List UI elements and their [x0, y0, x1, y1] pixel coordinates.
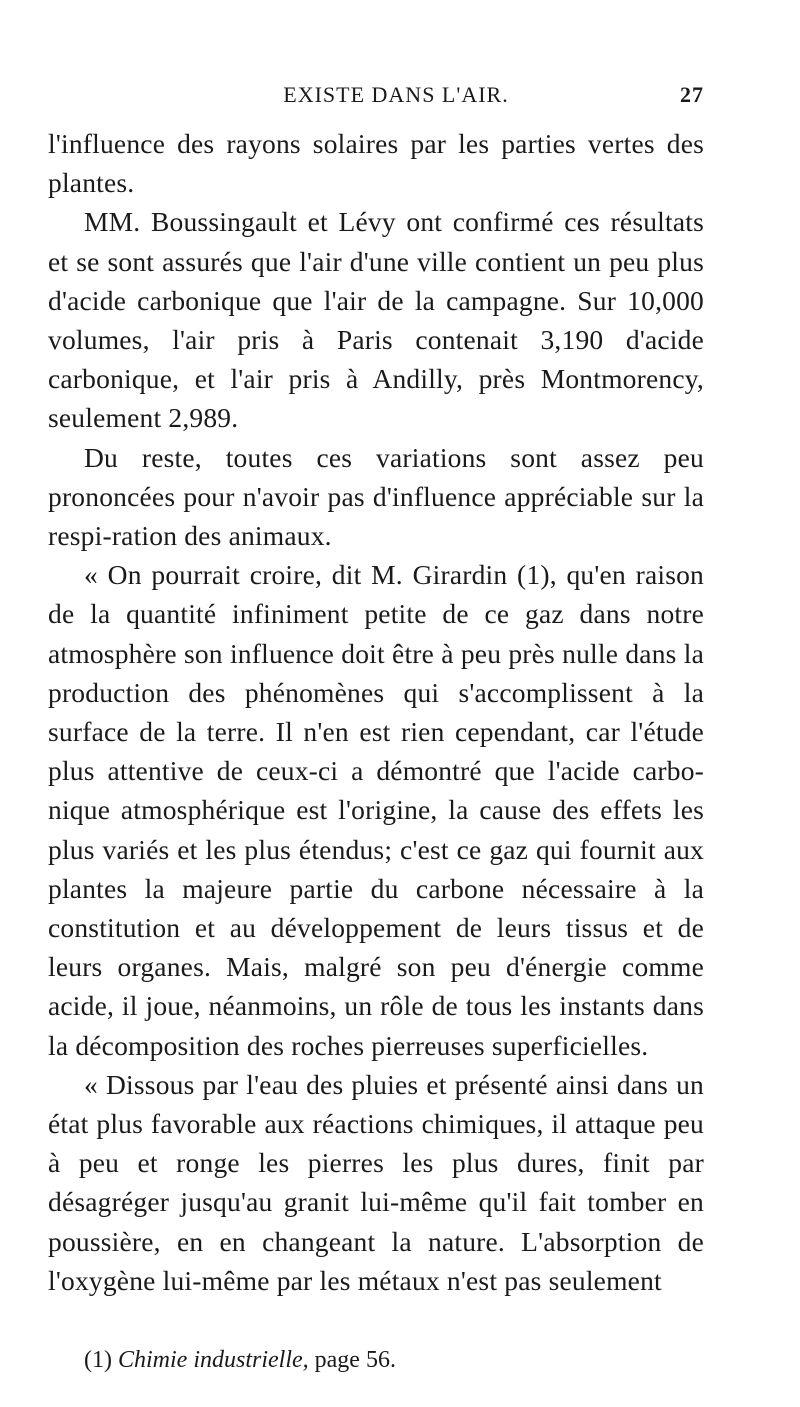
running-head: [48, 82, 704, 118]
footnote-marker: (1): [84, 1347, 112, 1373]
running-title: EXISTE DANS L'AIR.: [283, 82, 509, 107]
paragraph: MM. Boussingault et Lévy ont confirmé ces résultats et se sont assurés que l'air d'une ville contient un peu plus d'acide carbonique que l'air de la campagne. Sur 10,000 volumes, l'air pris à Paris contenait 3,190 d'acide carbonique, et l'air pris à Andilly, près Montmorency, seulement 2,989.: [48, 206, 704, 434]
footnote-work-title: Chimie industrielle,: [117, 1347, 309, 1373]
paragraph: « On pourrait croire, dit M. Girardin (1), qu'en raison de la quantité infiniment petite de ce gaz dans notre atmosphère son influence doit être à peu près nulle dans la production des phénomènes qui s'accomplissent à la surface de la terre. Il n'en est rien cependant, car l'étude plus attentive de ceux-ci a démontré que l'acide carbo-nique atmosphérique est l'origine, la cause des effets les plus variés et les plus étendus; c'est ce gaz qui fournit aux plantes la majeure partie du carbone nécessaire à la constitution et au développement de leurs tissus et de leurs organes. Mais, malgré son peu d'énergie comme acide, il joue, néanmoins, un rôle de tous les instants dans la décomposition des roches pierreuses superficielles.: [48, 559, 704, 1061]
footnote: [84, 1345, 396, 1375]
body-text: [48, 124, 704, 1300]
paragraph: « Dissous par l'eau des pluies et présenté ainsi dans un état plus favorable aux réactions chimiques, il attaque peu à peu et ronge les pierres les plus dures, finit par désagréger jusqu'au granit lui-même qu'il fait tomber en poussière, en en changeant la nature. L'absorption de l'oxygène lui-même par les métaux n'est pas seulement: [48, 1068, 704, 1296]
footnote-locator: page 56.: [314, 1347, 396, 1373]
paragraph: l'influence des rayons solaires par les parties vertes des plantes.: [48, 128, 704, 199]
page-number: 27: [680, 82, 704, 107]
paragraph: Du reste, toutes ces variations sont assez peu prononcées pour n'avoir pas d'influence appréciable sur la respi-ration des animaux.: [48, 441, 704, 552]
